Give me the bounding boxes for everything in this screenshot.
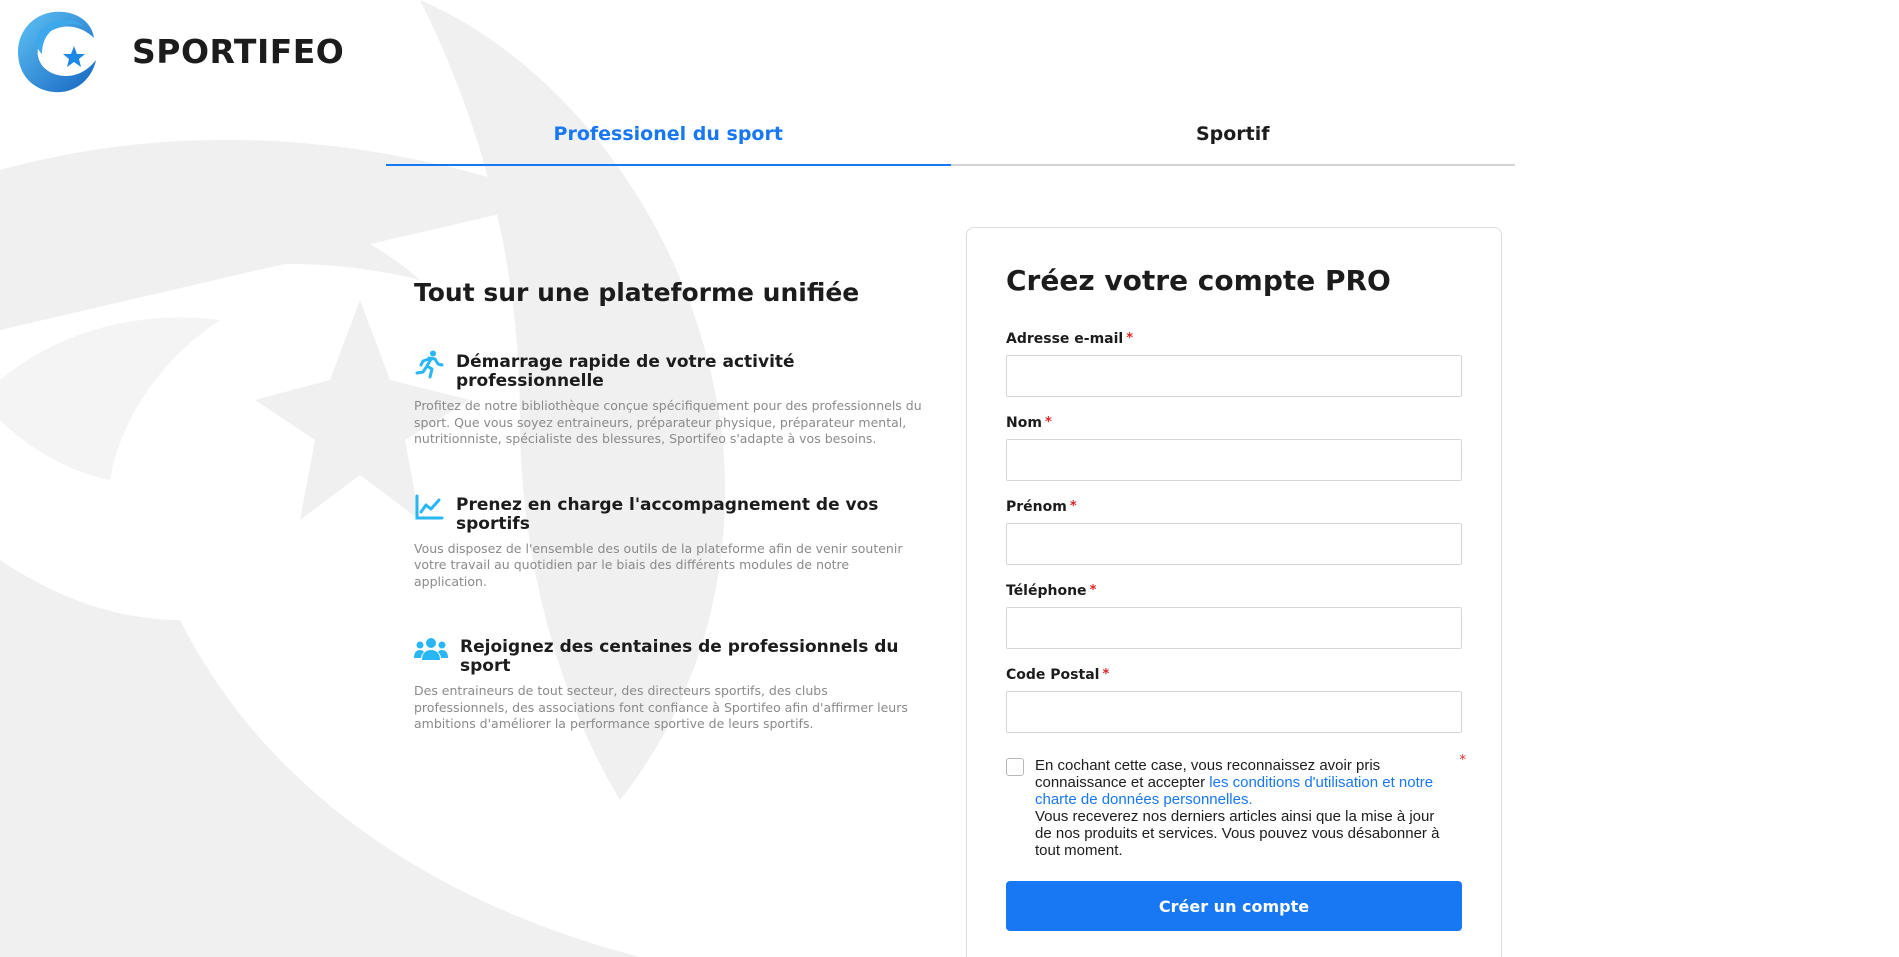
prenom-input[interactable] [1006, 523, 1462, 565]
features-heading: Tout sur une plateforme unifiée [414, 278, 860, 307]
running-person-icon [414, 349, 444, 379]
account-type-tabs [386, 104, 1515, 166]
consent-row [1006, 753, 1466, 859]
feature-item [414, 349, 934, 448]
features-column [414, 278, 934, 777]
tab-sportif[interactable]: Sportif [1195, 123, 1270, 145]
nom-label: Nom * [1006, 415, 1052, 431]
tab-professionel-du-sport[interactable]: Professionel du sport [386, 104, 951, 164]
required-asterisk: * [1044, 415, 1052, 430]
create-account-button[interactable]: Créer un compte [1006, 881, 1462, 931]
chart-line-icon [414, 492, 444, 522]
brand-name: SPORTIFEO [132, 31, 345, 71]
feature-title: Rejoignez des centaines de professionnels du sport [460, 637, 899, 676]
code-postal-field-group [1006, 667, 1464, 733]
feature-description: Vous disposez de l'ensemble des outils de la plateforme afin de venir soutenir votre travail au quotidien par le biais des différents modules de notre application. [414, 540, 903, 589]
required-asterisk: * [1102, 667, 1110, 682]
consent-text: En cochant cette case, vous reconnaissez avoir pris connaissance et accepter les conditions d'utilisation et notre charte de données personnelles. Vous receverez nos derniers articles ainsi que la mise à jour de nos produits et services. Vous pouvez vous désabonner à tout moment. [1035, 757, 1440, 859]
feature-title: Prenez en charge l'accompagnement de vos sportifs [456, 494, 879, 534]
users-group-icon [414, 634, 448, 664]
signup-form-card [966, 227, 1502, 957]
terms-link[interactable]: les conditions d'utilisation et notre charte de données personnelles. [1035, 774, 1434, 808]
email-input[interactable] [1006, 355, 1462, 397]
telephone-field-group [1006, 583, 1464, 649]
prenom-label: Prénom * [1006, 499, 1077, 515]
feature-item [414, 492, 934, 591]
feature-title: Démarrage rapide de votre activité professionnelle [456, 352, 795, 391]
email-label: Adresse e-mail * [1006, 331, 1134, 347]
required-asterisk: * [1069, 499, 1077, 514]
nom-field-group [1006, 415, 1464, 481]
required-asterisk: * [1089, 583, 1097, 598]
form-title: Créez votre compte PRO [1006, 264, 1391, 297]
code-postal-label: Code Postal * [1006, 667, 1110, 683]
feature-description: Des entraineurs de tout secteur, des directeurs sportifs, des clubs professionnels, des associations font confiance à Sportifeo afin d'affirmer leurs ambitions d'améliorer la performance sportive de leurs sportifs. [414, 683, 908, 731]
nom-input[interactable] [1006, 439, 1462, 481]
required-asterisk: * [1126, 331, 1134, 346]
telephone-label: Téléphone * [1006, 583, 1097, 599]
prenom-field-group [1006, 499, 1464, 565]
consent-checkbox[interactable] [1006, 758, 1024, 776]
brand-header[interactable] [14, 8, 344, 94]
code-postal-input[interactable] [1006, 691, 1462, 733]
feature-item [414, 634, 934, 733]
telephone-input[interactable] [1006, 607, 1462, 649]
feature-description: Profitez de notre bibliothèque conçue spécifiquement pour des professionnels du sport. Que vous soyez entraineurs, préparateur physique, préparateur mental, nutritionniste, spécialiste des blessures, Sportifeo s'adapte à vos besoins. [414, 398, 922, 446]
required-asterisk: * [1459, 753, 1466, 768]
sportifeo-logo-icon [14, 8, 100, 94]
email-field-group [1006, 331, 1464, 397]
